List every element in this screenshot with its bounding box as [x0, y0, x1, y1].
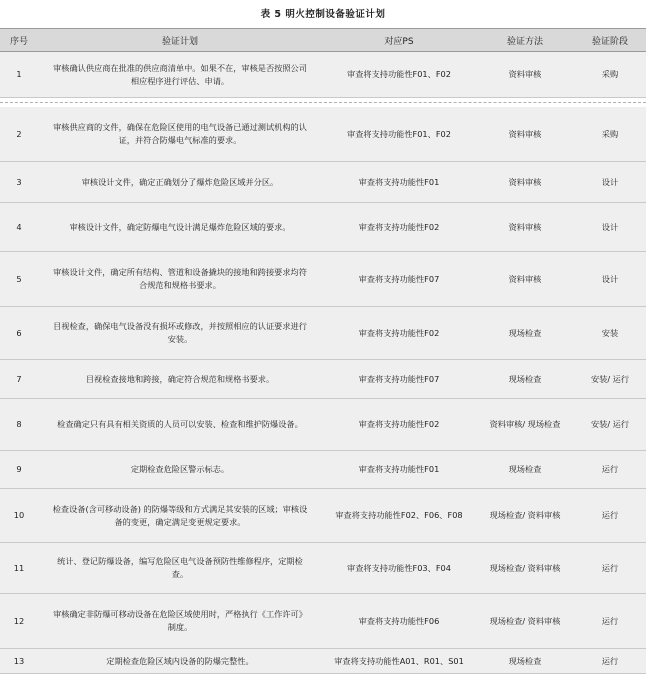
- table-row: [0, 360, 646, 399]
- header-method: 验证方法: [506, 36, 543, 47]
- row-ps: 审查将支持功能性F01、F02: [322, 107, 476, 161]
- row-ps: 审查将支持功能性A01、R01、S01: [322, 649, 476, 673]
- row-stage: 运行: [574, 451, 646, 488]
- header-stage: 验证阶段: [591, 36, 628, 47]
- row-stage: 设计: [574, 252, 646, 306]
- row-number: 3: [0, 162, 38, 202]
- row-divider: [0, 102, 646, 103]
- table-row: [0, 162, 646, 203]
- row-stage: 运行: [574, 649, 646, 673]
- table-title: 表 5 明火控制设备验证计划: [260, 9, 386, 20]
- row-number: 8: [0, 399, 38, 450]
- row-ps: 审查将支持功能性F02: [322, 399, 476, 450]
- row-method: 资料审核: [476, 203, 574, 251]
- row-method: 资料审核: [476, 107, 574, 161]
- row-plan: 审核供应商的文件，确保在危险区使用的电气设备已通过测试机构的认证，并符合防爆电气标准的要求。: [38, 107, 322, 161]
- row-plan: 目视检查接地和跨接，确定符合规范和规格书要求。: [38, 360, 322, 398]
- row-method: 现场检查: [476, 649, 574, 673]
- table-row: [0, 107, 646, 162]
- row-method: 现场检查: [476, 360, 574, 398]
- row-method: 现场检查/ 资料审核: [476, 543, 574, 593]
- row-ps: 审查将支持功能性F02: [322, 307, 476, 359]
- row-number: 7: [0, 360, 38, 398]
- table-row: [0, 52, 646, 98]
- row-stage: 运行: [574, 489, 646, 542]
- row-plan: 目视检查，确保电气设备没有损坏或修改，并按照相应的认证要求进行安装。: [38, 307, 322, 359]
- row-ps: 审查将支持功能性F01: [322, 162, 476, 202]
- row-plan: 审核设计文件，确定所有结构、管道和设备撬块的接地和跨接要求均符合规范和规格书要求。: [38, 252, 322, 306]
- row-number: 1: [0, 52, 38, 97]
- row-method: 现场检查: [476, 307, 574, 359]
- row-number: 2: [0, 107, 38, 161]
- row-stage: 运行: [574, 543, 646, 593]
- row-ps: 审查将支持功能性F06: [322, 594, 476, 648]
- row-plan: 审核确定非防爆可移动设备在危险区域使用时，严格执行《工作许可》制度。: [38, 594, 322, 648]
- row-plan: 统计、登记防爆设备，编写危险区电气设备预防性维修程序，定期检查。: [38, 543, 322, 593]
- row-ps: 审查将支持功能性F03、F04: [322, 543, 476, 593]
- verification-plan-table: [0, 28, 646, 674]
- row-stage: 安装/ 运行: [574, 360, 646, 398]
- row-method: 现场检查: [476, 451, 574, 488]
- row-stage: 安装/ 运行: [574, 399, 646, 450]
- row-ps: 审查将支持功能性F01: [322, 451, 476, 488]
- row-plan: 检查设备(含可移动设备) 的防爆等级和方式满足其安装的区域；审核设备的变更，确定满足变更规定要求。: [38, 489, 322, 542]
- row-number: 5: [0, 252, 38, 306]
- row-ps: 审查将支持功能性F07: [322, 252, 476, 306]
- table-row: [0, 307, 646, 360]
- row-method: 资料审核/ 现场检查: [476, 399, 574, 450]
- table-row: [0, 252, 646, 307]
- table-row: [0, 594, 646, 649]
- row-plan: 检查确定只有具有相关资质的人员可以安装、检查和维护防爆设备。: [38, 399, 322, 450]
- row-stage: 设计: [574, 162, 646, 202]
- header-no: 序号: [9, 36, 28, 47]
- row-stage: 采购: [574, 52, 646, 97]
- row-ps: 审查将支持功能性F07: [322, 360, 476, 398]
- row-method: 资料审核: [476, 252, 574, 306]
- row-method: 现场检查/ 资料审核: [476, 489, 574, 542]
- row-number: 11: [0, 543, 38, 593]
- table-row: [0, 399, 646, 451]
- row-ps: 审查将支持功能性F02: [322, 203, 476, 251]
- table-header: [0, 28, 646, 52]
- table-row: [0, 649, 646, 674]
- row-plan: 定期检查危险区警示标志。: [38, 451, 322, 488]
- row-number: 9: [0, 451, 38, 488]
- row-number: 10: [0, 489, 38, 542]
- row-method: 资料审核: [476, 52, 574, 97]
- row-number: 6: [0, 307, 38, 359]
- row-ps: 审查将支持功能性F01、F02: [322, 52, 476, 97]
- row-plan: 审核设计文件，确定正确划分了爆炸危险区域并分区。: [38, 162, 322, 202]
- row-method: 资料审核: [476, 162, 574, 202]
- row-number: 4: [0, 203, 38, 251]
- table-row: [0, 489, 646, 543]
- row-plan: 审核确认供应商在批准的供应商清单中。如果不在，审核是否按照公司相应程序进行评估、申请。: [38, 52, 322, 97]
- row-stage: 运行: [574, 594, 646, 648]
- row-plan: 定期检查危险区域内设备的防爆完整性。: [38, 649, 322, 673]
- table-row: [0, 543, 646, 594]
- row-stage: 采购: [574, 107, 646, 161]
- table-row: [0, 451, 646, 489]
- row-stage: 设计: [574, 203, 646, 251]
- header-ps: 对应PS: [384, 36, 414, 47]
- row-number: 13: [0, 649, 38, 673]
- row-number: 12: [0, 594, 38, 648]
- row-ps: 审查将支持功能性F02、F06、F08: [322, 489, 476, 542]
- table-body: [0, 52, 646, 674]
- row-method: 现场检查/ 资料审核: [476, 594, 574, 648]
- table-row: [0, 203, 646, 252]
- row-plan: 审核设计文件，确定防爆电气设计满足爆炸危险区域的要求。: [38, 203, 322, 251]
- header-plan: 验证计划: [161, 36, 198, 47]
- row-stage: 安装: [574, 307, 646, 359]
